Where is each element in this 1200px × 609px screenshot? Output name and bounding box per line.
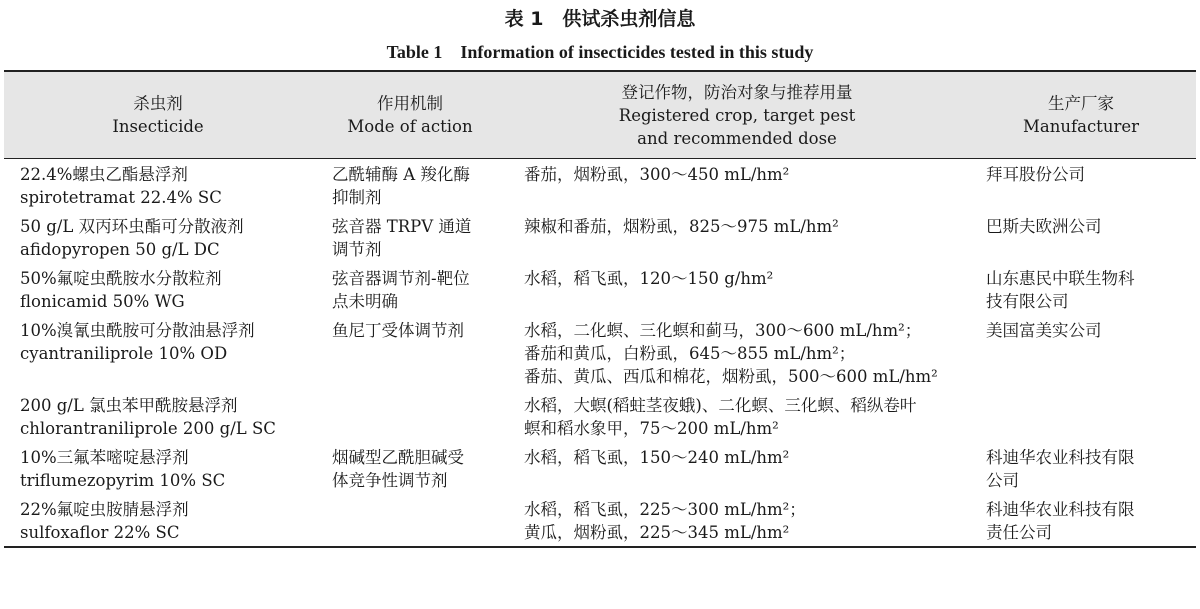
header-text: Insecticide xyxy=(112,117,204,136)
cell-registered-crop xyxy=(508,159,966,212)
cell-line: triflumezopyrim 10% SC xyxy=(20,471,226,490)
cell-registered-crop xyxy=(508,442,966,494)
cell-line: 山东惠民中联生物科 xyxy=(986,269,1135,288)
cell-manufacturer xyxy=(966,263,1196,315)
cell-line: afidopyropen 50 g/L DC xyxy=(20,240,220,259)
cell-insecticide xyxy=(4,263,312,315)
cell-manufacturer xyxy=(966,494,1196,547)
cell-line: sulfoxaflor 22% SC xyxy=(20,523,180,542)
cell-insecticide xyxy=(4,211,312,263)
cell-line: 200 g/L 氯虫苯甲酰胺悬浮剂 xyxy=(20,396,238,415)
cell-line: 公司 xyxy=(986,471,1019,490)
cell-registered-crop xyxy=(508,211,966,263)
cell-line: chlorantraniliprole 200 g/L SC xyxy=(20,419,276,438)
cell-line: 辣椒和番茄，烟粉虱，825～975 mL/hm² xyxy=(524,217,839,236)
cell-insecticide xyxy=(4,442,312,494)
cell-line: 弦音器调节剂-靶位 xyxy=(332,269,470,288)
cell-line: 鱼尼丁受体调节剂 xyxy=(332,321,464,340)
cell-line: 10%溴氰虫酰胺可分散油悬浮剂 xyxy=(20,321,255,340)
cell-mode-of-action xyxy=(312,442,508,494)
cell-manufacturer xyxy=(966,159,1196,212)
cell-line: 美国富美实公司 xyxy=(986,321,1102,340)
header-manufacturer xyxy=(966,71,1196,159)
cell-line: 责任公司 xyxy=(986,523,1052,542)
cell-registered-crop xyxy=(508,494,966,547)
cell-line: 50%氟啶虫酰胺水分散粒剂 xyxy=(20,269,222,288)
cell-line: 点未明确 xyxy=(332,292,398,311)
cell-manufacturer xyxy=(966,390,1196,442)
header-text: Manufacturer xyxy=(1023,117,1139,136)
cell-mode-of-action xyxy=(312,263,508,315)
cell-insecticide xyxy=(4,315,312,390)
insecticide-table xyxy=(4,70,1196,548)
table-row xyxy=(4,315,1196,390)
cell-mode-of-action xyxy=(312,390,508,442)
cell-registered-crop xyxy=(508,263,966,315)
header-registered-crop xyxy=(508,71,966,159)
cell-line: 乙酰辅酶 A 羧化酶 xyxy=(332,165,470,184)
cell-line: 调节剂 xyxy=(332,240,382,259)
cell-line: 番茄，烟粉虱，300～450 mL/hm² xyxy=(524,165,790,184)
cell-line: flonicamid 50% WG xyxy=(20,292,185,311)
cell-mode-of-action xyxy=(312,211,508,263)
table-row xyxy=(4,159,1196,212)
cell-mode-of-action xyxy=(312,494,508,547)
cell-line: 科迪华农业科技有限 xyxy=(986,500,1135,519)
header-mode-of-action xyxy=(312,71,508,159)
table-caption-english: Table 1 Information of insecticides tested in this study xyxy=(386,42,814,62)
table-row xyxy=(4,494,1196,547)
cell-registered-crop xyxy=(508,315,966,390)
table-caption-chinese: 表 1 供试杀虫剂信息 xyxy=(504,8,696,30)
cell-line: spirotetramat 22.4% SC xyxy=(20,188,222,207)
header-insecticide xyxy=(4,71,312,159)
cell-insecticide xyxy=(4,494,312,547)
table-row xyxy=(4,442,1196,494)
table-row xyxy=(4,263,1196,315)
cell-insecticide xyxy=(4,159,312,212)
cell-line: cyantraniliprole 10% OD xyxy=(20,344,228,363)
cell-line: 抑制剂 xyxy=(332,188,382,207)
header-text: 杀虫剂 xyxy=(133,94,183,113)
cell-manufacturer xyxy=(966,442,1196,494)
cell-registered-crop xyxy=(508,390,966,442)
table-row xyxy=(4,211,1196,263)
cell-line: 拜耳股份公司 xyxy=(986,165,1085,184)
header-text: and recommended dose xyxy=(637,128,837,148)
cell-line: 黄瓜，烟粉虱，225～345 mL/hm² xyxy=(524,523,790,542)
cell-line: 技有限公司 xyxy=(986,292,1069,311)
table-header-row xyxy=(4,71,1196,159)
header-text: 生产厂家 xyxy=(1048,94,1114,113)
cell-line: 水稻，稻飞虱，120～150 g/hm² xyxy=(524,269,774,288)
header-text: Registered crop, target pest xyxy=(618,105,856,125)
cell-line: 10%三氟苯嘧啶悬浮剂 xyxy=(20,448,189,467)
cell-line: 22.4%螺虫乙酯悬浮剂 xyxy=(20,165,188,184)
header-text: 登记作物，防治对象与推荐用量 xyxy=(621,82,853,102)
cell-line: 50 g/L 双丙环虫酯可分散液剂 xyxy=(20,217,244,236)
cell-line: 水稻，大螟(稻蛀茎夜蛾)、二化螟、三化螟、稻纵卷叶 xyxy=(524,396,917,415)
cell-line: 水稻，稻飞虱，150～240 mL/hm² xyxy=(524,448,790,467)
cell-line: 科迪华农业科技有限 xyxy=(986,448,1135,467)
cell-line: 体竞争性调节剂 xyxy=(332,471,448,490)
header-text: 作用机制 xyxy=(377,94,443,113)
cell-line: 弦音器 TRPV 通道 xyxy=(332,217,472,236)
cell-line: 烟碱型乙酰胆碱受 xyxy=(332,448,464,467)
table-row xyxy=(4,390,1196,442)
cell-insecticide xyxy=(4,390,312,442)
cell-line: 番茄和黄瓜，白粉虱，645～855 mL/hm²； xyxy=(524,344,856,363)
cell-line: 水稻，二化螟、三化螟和蓟马，300～600 mL/hm²； xyxy=(524,321,922,340)
cell-line: 22%氟啶虫胺腈悬浮剂 xyxy=(20,500,189,519)
header-text: Mode of action xyxy=(347,117,473,136)
cell-line: 巴斯夫欧洲公司 xyxy=(986,217,1102,236)
cell-mode-of-action xyxy=(312,159,508,212)
cell-line: 螟和稻水象甲，75～200 mL/hm² xyxy=(524,419,779,438)
cell-mode-of-action xyxy=(312,315,508,390)
cell-line: 番茄、黄瓜、西瓜和棉花，烟粉虱，500～600 mL/hm² xyxy=(524,367,938,386)
cell-manufacturer xyxy=(966,211,1196,263)
cell-line: 水稻，稻飞虱，225～300 mL/hm²； xyxy=(524,500,806,519)
cell-manufacturer xyxy=(966,315,1196,390)
